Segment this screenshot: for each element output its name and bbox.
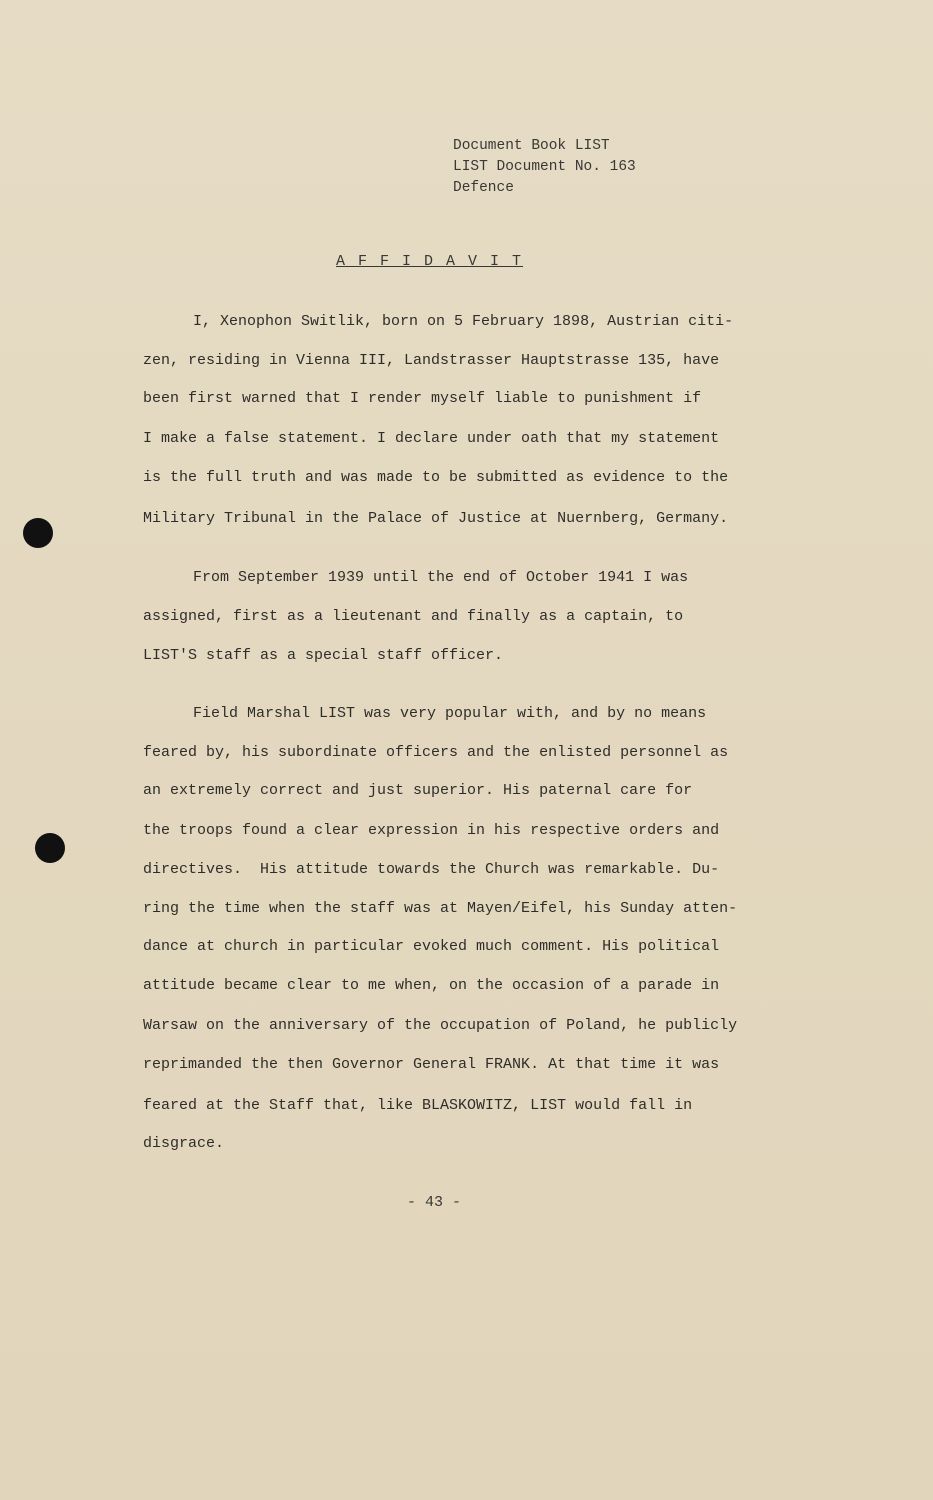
- para3-line: dance at church in particular evoked much comment. His political: [143, 938, 720, 955]
- para3-line: reprimanded the then Governor General FRANK. At that time it was: [143, 1056, 720, 1073]
- para1-line: I, Xenophon Switlik, born on 5 February 1898, Austrian citi-: [193, 313, 734, 330]
- para3-line: feared at the Staff that, like BLASKOWITZ, LIST would fall in: [143, 1097, 693, 1114]
- para3-line: an extremely correct and just superior. His paternal care for: [143, 782, 693, 799]
- page-number: - 43 -: [407, 1194, 462, 1211]
- para2-line: LIST'S staff as a special staff officer.: [143, 647, 504, 664]
- para3-line: attitude became clear to me when, on the occasion of a parade in: [143, 977, 720, 994]
- para3-line: disgrace.: [143, 1135, 225, 1152]
- para1-line: is the full truth and was made to be submitted as evidence to the: [143, 469, 729, 486]
- para3-line: the troops found a clear expression in his respective orders and: [143, 822, 720, 839]
- para2-line: From September 1939 until the end of October 1941 I was: [193, 569, 689, 586]
- para3-line: feared by, his subordinate officers and the enlisted personnel as: [143, 744, 729, 761]
- para2-line: assigned, first as a lieutenant and finally as a captain, to: [143, 608, 684, 625]
- para3-line: ring the time when the staff was at Mayen/Eifel, his Sunday atten-: [143, 900, 738, 917]
- para3-line: Field Marshal LIST was very popular with, and by no means: [193, 705, 707, 722]
- document-header: [453, 136, 636, 199]
- document-title: A F F I D A V I T: [336, 253, 524, 270]
- para3-line: directives. His attitude towards the Church was remarkable. Du-: [143, 861, 720, 878]
- para1-line: been first warned that I render myself liable to punishment if: [143, 390, 702, 407]
- para1-line: Military Tribunal in the Palace of Justice at Nuernberg, Germany.: [143, 510, 729, 527]
- punch-hole-top: [23, 518, 53, 548]
- punch-hole-bottom: [35, 833, 65, 863]
- header-line-1: Document Book LIST: [453, 138, 610, 154]
- para1-line: I make a false statement. I declare under oath that my statement: [143, 430, 720, 447]
- para1-line: zen, residing in Vienna III, Landstrasser Hauptstrasse 135, have: [143, 352, 720, 369]
- header-line-2: LIST Document No. 163: [453, 159, 636, 175]
- header-line-3: Defence: [453, 180, 514, 196]
- para3-line: Warsaw on the anniversary of the occupation of Poland, he publicly: [143, 1017, 738, 1034]
